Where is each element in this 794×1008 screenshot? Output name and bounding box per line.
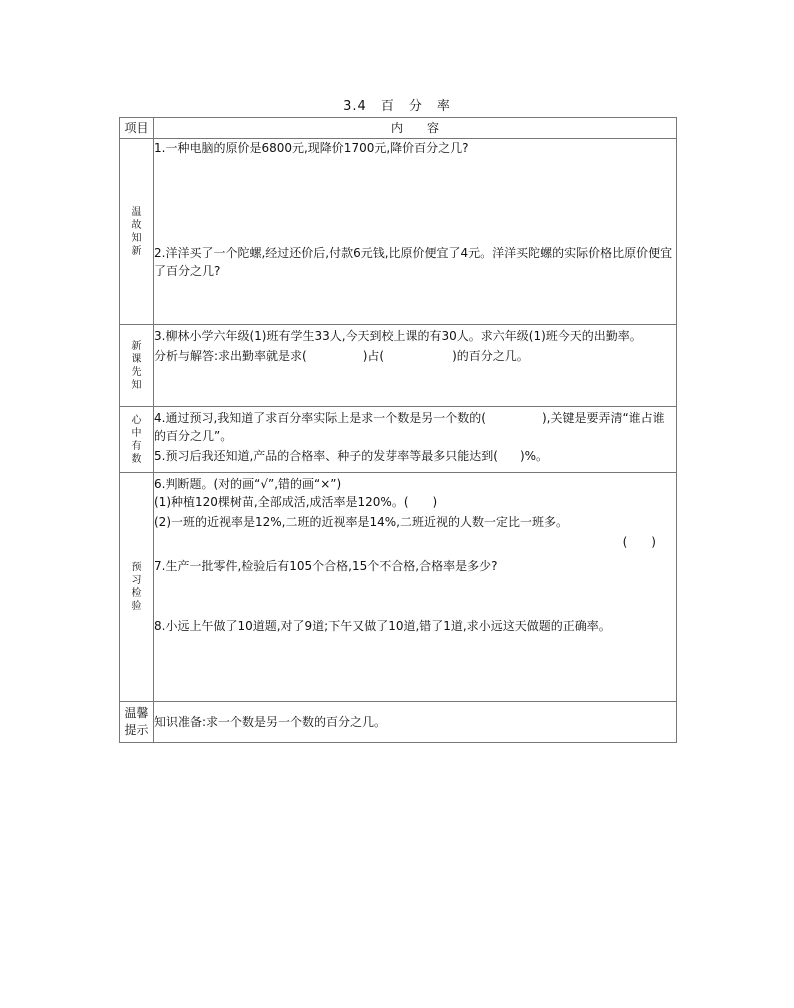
question-6: 6.判断题。(对的画“√”,错的画“×”) xyxy=(154,477,342,491)
q5-text-b: )%。 xyxy=(519,449,549,463)
header-item: 项目 xyxy=(120,118,154,139)
section-label-tips xyxy=(120,702,154,743)
section-label-review xyxy=(120,139,154,325)
table-header-row xyxy=(120,118,677,139)
question-3: 3.柳林小学六年级(1)班有学生33人,今天到校上课的有30人。求六年级(1)班今天的出勤率。 xyxy=(154,329,642,343)
section-label-text: 新课先知 xyxy=(131,340,142,391)
page-title: 3.4 百 分 率 xyxy=(343,99,451,114)
section-label-text: 预习检验 xyxy=(131,562,142,612)
question-1: 1.一种电脑的原价是6800元,现降价1700元,降价百分之几? xyxy=(154,141,469,155)
question-5 xyxy=(154,447,676,465)
header-content: 内 容 xyxy=(154,118,677,139)
worksheet-table xyxy=(119,117,677,743)
section-tips xyxy=(120,702,677,743)
analysis-text-a: 分析与解答:求出勤率就是求( xyxy=(154,349,307,363)
section-mind xyxy=(120,407,677,473)
question-8: 8.小远上午做了10道题,对了9道;下午又做了10道,错了1道,求小远这天做题的正确率。 xyxy=(154,619,611,633)
analysis-line xyxy=(154,347,676,365)
question-2: 2.洋洋买了一个陀螺,经过还价后,付款6元钱,比原价便宜了4元。洋洋买陀螺的实际价格比原价便宜了百分之几? xyxy=(154,246,673,278)
question-4 xyxy=(154,409,676,445)
question-7: 7.生产一批零件,检验后有105个合格,15个不合格,合格率是多少? xyxy=(154,559,498,573)
section-label-preview xyxy=(120,325,154,407)
section-label-mind xyxy=(120,407,154,473)
analysis-text-b: )占( xyxy=(362,349,385,363)
question-6-2-answer: ( ) xyxy=(622,535,656,549)
section-content-mind xyxy=(154,407,677,473)
tips-text: 知识准备:求一个数是另一个数的百分之几。 xyxy=(154,715,387,729)
section-content-preview xyxy=(154,325,677,407)
question-6-2: (2)一班的近视率是12%,二班的近视率是14%,二班近视的人数一定比一班多。 xyxy=(154,515,568,529)
section-check xyxy=(120,473,677,702)
analysis-text-c: )的百分之几。 xyxy=(452,349,529,363)
section-preview xyxy=(120,325,677,407)
q5-text-a: 5.预习后我还知道,产品的合格率、种子的发芽率等最多只能达到( xyxy=(154,449,498,463)
section-content-tips xyxy=(154,702,677,743)
section-content-review xyxy=(154,139,677,325)
section-content-check xyxy=(154,473,677,702)
section-review xyxy=(120,139,677,325)
q4-text-a: 4.通过预习,我知道了求百分率实际上是求一个数是另一个数的( xyxy=(154,411,486,425)
q4-text-b: ),关键是要弄清“谁占谁的百分之几”。 xyxy=(154,411,665,443)
section-label-text: 温馨提示 xyxy=(124,706,149,737)
question-6-1: (1)种植120棵树苗,全部成活,成活率是120%。( ) xyxy=(154,495,438,509)
section-label-text: 心中有数 xyxy=(131,414,142,465)
section-label-check xyxy=(120,473,154,702)
section-label-text: 温故知新 xyxy=(131,206,142,257)
